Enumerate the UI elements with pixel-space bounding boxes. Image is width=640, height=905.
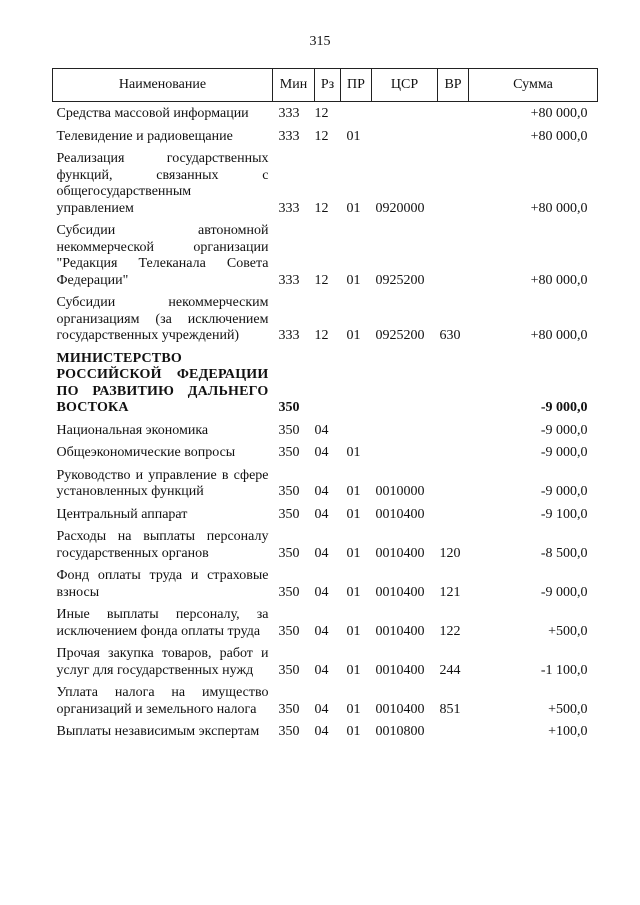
row-pr: 01 [346, 445, 361, 460]
row-csr: 0010000 [375, 484, 425, 499]
row-name: Субсидии автономной некоммерческой организации "Редакция Телеканала Совета Федерации" [56, 223, 269, 288]
row-name-cell [53, 462, 273, 501]
row-vr [438, 501, 469, 524]
row-name: Уплата налога на имущество организаций и земельного налога [56, 685, 269, 717]
row-min: 350 [278, 584, 300, 600]
row-sum: -9 000,0 [540, 400, 588, 415]
row-min: 350 [278, 484, 300, 499]
table-row [53, 145, 598, 217]
row-name-cell [53, 562, 273, 601]
row-csr [372, 102, 438, 123]
row-csr: 0010800 [375, 724, 425, 739]
row-sum: -9 000,0 [540, 445, 588, 460]
row-rz [315, 345, 341, 417]
row-rz: 12 [314, 272, 329, 288]
row-sum: -9 000,0 [540, 484, 588, 499]
row-rz: 04 [314, 506, 329, 522]
page-number: 315 [309, 34, 331, 49]
row-sum: -8 500,0 [540, 545, 588, 561]
table-header-row [53, 69, 598, 102]
table-row [53, 217, 598, 289]
row-min: 350 [278, 422, 300, 438]
table-row [53, 462, 598, 501]
row-name: МИНИСТЕРСТВО РОССИЙСКОЙ ФЕДЕРАЦИИ ПО РАЗВИТИЮ ДАЛЬНЕГО ВОСТОКА [56, 350, 269, 415]
row-sum: +80 000,0 [530, 128, 588, 144]
row-csr: 0010400 [375, 623, 425, 639]
row-vr [438, 217, 469, 289]
row-min: 350 [278, 400, 300, 415]
row-csr: 0010400 [375, 506, 425, 522]
row-rz: 04 [314, 701, 329, 717]
table-row [53, 562, 598, 601]
row-pr: 01 [346, 623, 361, 639]
row-sum: -9 000,0 [540, 422, 588, 438]
row-pr [341, 345, 372, 417]
row-name-cell [53, 501, 273, 524]
table-row [53, 123, 598, 146]
row-pr: 01 [346, 506, 361, 522]
table-body [53, 102, 598, 741]
row-sum: +100,0 [548, 724, 588, 739]
row-csr: 0010400 [375, 584, 425, 600]
row-pr: 01 [346, 272, 361, 288]
row-name: Выплаты независимым экспертам [56, 724, 260, 739]
row-name-cell [53, 145, 273, 217]
row-rz: 04 [314, 445, 329, 460]
header-pr: ПР [341, 69, 372, 102]
row-vr [438, 417, 469, 440]
row-sum: +80 000,0 [530, 106, 588, 121]
row-csr: 0010400 [375, 662, 425, 678]
row-pr [341, 102, 372, 123]
row-pr: 01 [346, 724, 361, 739]
row-vr: 630 [439, 328, 461, 343]
row-csr [372, 345, 438, 417]
row-name: Средства массовой информации [56, 106, 249, 121]
row-name: Телевидение и радиовещание [56, 128, 233, 144]
row-sum: -9 100,0 [540, 506, 588, 522]
row-rz: 12 [314, 106, 329, 121]
table-row [53, 601, 598, 640]
row-name-cell [53, 718, 273, 741]
row-rz: 04 [314, 545, 329, 561]
row-name-cell [53, 102, 273, 123]
table-row [53, 718, 598, 741]
row-name: Руководство и управление в сфере установленных функций [56, 467, 269, 499]
row-name: Фонд оплаты труда и страховые взносы [56, 568, 269, 600]
row-name-cell [53, 345, 273, 417]
row-min: 350 [278, 445, 300, 460]
row-name-cell [53, 217, 273, 289]
row-rz: 04 [314, 623, 329, 639]
row-name-cell [53, 523, 273, 562]
row-pr: 01 [346, 328, 361, 343]
row-min: 333 [278, 272, 300, 288]
row-name: Национальная экономика [56, 422, 209, 438]
table-row [53, 679, 598, 718]
row-min: 350 [278, 506, 300, 522]
row-sum: +80 000,0 [530, 200, 588, 216]
row-pr: 01 [346, 545, 361, 561]
header-name: Наименование [53, 69, 273, 102]
row-vr [438, 145, 469, 217]
row-csr: 0925200 [375, 328, 425, 343]
header-rz: Рз [315, 69, 341, 102]
row-vr: 851 [439, 701, 461, 717]
row-rz: 04 [314, 724, 329, 739]
row-name: Расходы на выплаты персоналу государственных органов [56, 529, 269, 561]
table-row [53, 439, 598, 462]
row-sum: -1 100,0 [540, 662, 588, 678]
row-name: Общеэкономические вопросы [56, 445, 236, 460]
row-rz: 04 [314, 484, 329, 499]
row-min: 350 [278, 623, 300, 639]
row-csr: 0925200 [375, 272, 425, 288]
row-rz: 04 [314, 662, 329, 678]
row-name-cell [53, 123, 273, 146]
row-min: 333 [278, 128, 300, 144]
row-name-cell [53, 417, 273, 440]
row-pr: 01 [346, 200, 361, 216]
budget-table [52, 68, 598, 741]
row-rz: 12 [314, 128, 329, 144]
table-row [53, 102, 598, 123]
row-name-cell [53, 640, 273, 679]
row-name-cell [53, 289, 273, 345]
row-sum: +80 000,0 [530, 272, 588, 288]
row-sum: +500,0 [548, 623, 588, 639]
row-min: 333 [278, 200, 300, 216]
row-name: Субсидии некоммерческим организациям (за исключением государственных учреждений) [56, 295, 269, 343]
row-sum: +500,0 [548, 701, 588, 717]
row-name-cell [53, 601, 273, 640]
row-pr: 01 [346, 701, 361, 717]
header-sum: Сумма [469, 69, 598, 102]
row-csr [372, 123, 438, 146]
row-vr: 121 [439, 584, 461, 600]
row-vr: 122 [439, 623, 461, 639]
row-vr [438, 123, 469, 146]
row-min: 350 [278, 724, 300, 739]
row-min: 333 [278, 106, 300, 121]
row-vr [438, 345, 469, 417]
table-row [53, 501, 598, 524]
row-vr: 120 [439, 545, 461, 561]
row-min: 333 [278, 328, 300, 343]
row-min: 350 [278, 545, 300, 561]
table-row [53, 289, 598, 345]
row-name: Реализация государственных функций, связанных с общегосударственным управлением [56, 151, 269, 216]
row-pr [341, 417, 372, 440]
row-name: Прочая закупка товаров, работ и услуг для государственных нужд [56, 646, 269, 678]
row-rz: 04 [314, 584, 329, 600]
row-vr: 244 [439, 662, 461, 678]
row-min: 350 [278, 662, 300, 678]
row-name: Иные выплаты персоналу, за исключением фонда оплаты труда [56, 607, 269, 639]
row-pr: 01 [346, 484, 361, 499]
row-sum: +80 000,0 [530, 328, 588, 343]
row-csr: 0010400 [375, 545, 425, 561]
row-pr: 01 [346, 128, 361, 144]
table-row [53, 640, 598, 679]
row-min: 350 [278, 701, 300, 717]
header-csr: ЦСР [372, 69, 438, 102]
row-sum: -9 000,0 [540, 584, 588, 600]
table-row [53, 417, 598, 440]
row-name-cell [53, 439, 273, 462]
header-vr: ВР [438, 69, 469, 102]
row-rz: 12 [314, 200, 329, 216]
row-csr: 0010400 [375, 701, 425, 717]
row-name-cell [53, 679, 273, 718]
row-vr [438, 718, 469, 741]
table-row [53, 523, 598, 562]
row-csr: 0920000 [375, 200, 425, 216]
row-pr: 01 [346, 662, 361, 678]
row-pr: 01 [346, 584, 361, 600]
row-rz: 04 [314, 422, 329, 438]
row-csr [372, 439, 438, 462]
row-rz: 12 [314, 328, 329, 343]
table-row [53, 345, 598, 417]
row-vr [438, 102, 469, 123]
row-vr [438, 462, 469, 501]
row-csr [372, 417, 438, 440]
header-min: Мин [273, 69, 315, 102]
row-vr [438, 439, 469, 462]
row-name: Центральный аппарат [56, 506, 188, 522]
